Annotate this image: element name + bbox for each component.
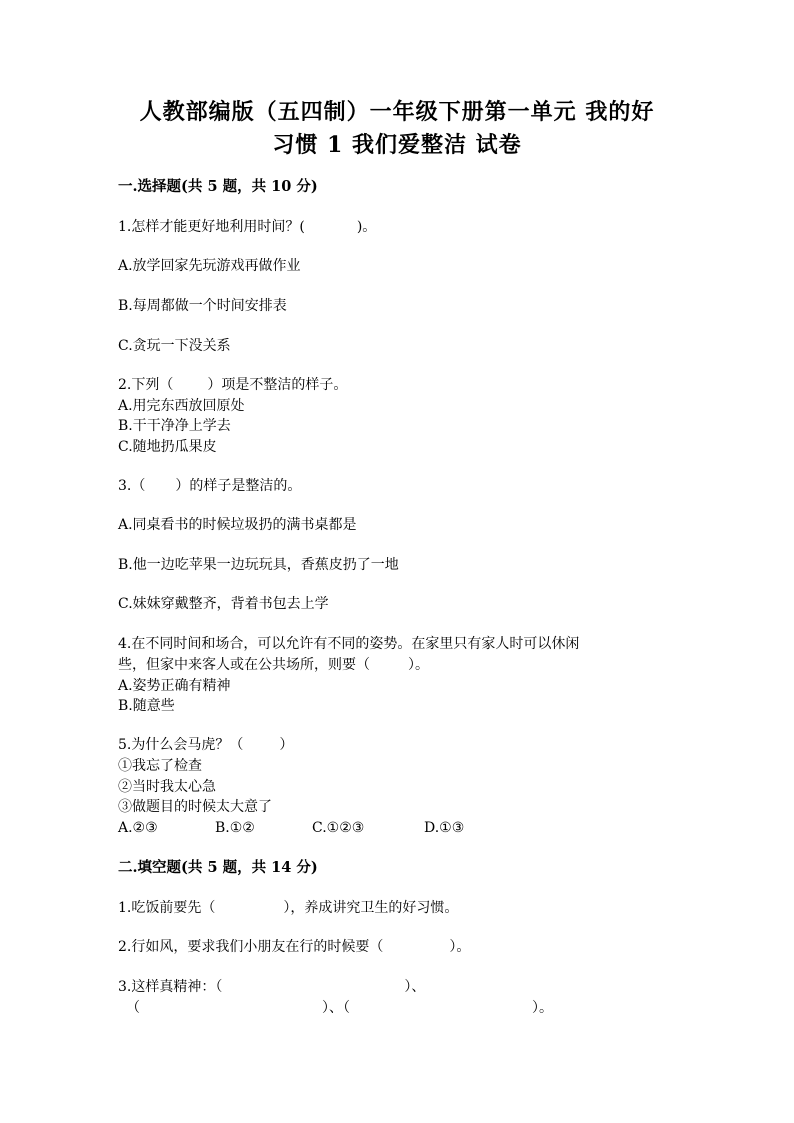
question-4-stem-line-2 [118,655,429,675]
question-1-stem-start: 1.怎样才能更好地利用时间？( [118,219,305,235]
question-1-option-a: A.放学回家先玩游戏再做作业 [118,258,301,274]
fill-question-2-start: 2.行如风，要求我们小朋友在行的时候要（ [118,939,384,955]
question-3-option-c: C.妹妹穿戴整齐，背着书包去上学 [118,596,329,612]
question-5-stem [118,735,293,755]
question-4-option-a: A.姿势正确有精神 [118,678,231,694]
question-4-stem-start: 些，但家中来客人或在公共场所，则要（ [118,657,370,673]
question-3-stem-start: 3.（ [118,478,146,494]
fill-question-1 [118,898,458,918]
question-3-option-a: A.同桌看书的时候垃圾扔的满书桌都是 [118,517,357,533]
question-5-option-d: D.①③ [424,820,465,836]
question-5-item-3: ③做题目的时候太大意了 [118,799,272,815]
fill-question-3-start: 3.这样真精神：（ [118,979,223,995]
question-2-stem-end: ）项是不整洁的样子。 [207,377,348,393]
question-1-option-c: C.贪玩一下没关系 [118,338,231,354]
question-3-stem-end: ）的样子是整洁的。 [175,478,302,494]
question-5-item-1: ①我忘了检查 [118,758,202,774]
question-2-option-b: B.干干净净上学去 [118,418,231,434]
fill-question-3-sep-2: ）、（ [322,1000,350,1016]
fill-question-3-end: ）。 [532,1000,553,1016]
question-1-stem-end: )。 [356,219,377,235]
question-3-stem [118,476,301,496]
fill-question-3-line-1 [118,977,425,997]
fill-question-3-line-2 [126,998,553,1018]
fill-question-2 [118,937,470,957]
exam-title-line-1: 人教部编版（五四制）一年级下册第一单元 我的好 [139,99,655,125]
question-5-option-b: B.①② [215,820,255,836]
fill-question-1-end: ），养成讲究卫生的好习惯。 [283,900,459,916]
question-5-stem-start: 5.为什么会马虎？（ [118,737,244,753]
question-2-option-a: A.用完东西放回原处 [118,398,245,414]
question-5-stem-end: ） [279,737,294,753]
section-header-fill-blank: 二.填空题(共 5 题，共 14 分) [118,859,318,876]
fill-question-2-end: ）。 [449,939,471,955]
question-2-stem [118,375,347,395]
question-1-stem [118,217,376,237]
fill-question-3-sep-1: ）、 [404,979,426,995]
question-2-option-c: C.随地扔瓜果皮 [118,439,217,455]
question-5-option-c: C.①②③ [312,820,365,836]
exam-title-line-2: 习惯 1 我们爱整洁 试卷 [272,132,522,158]
question-1-option-b: B.每周都做一个时间安排表 [118,298,287,314]
question-5-options [118,818,464,838]
section-header-choice: 一.选择题(共 5 题，共 10 分) [118,178,318,195]
question-3-option-b: B.他一边吃苹果一边玩玩具，香蕉皮扔了一地 [118,557,399,573]
question-5-option-a: A.②③ [118,820,158,836]
question-5-item-2: ②当时我太心急 [118,779,216,795]
question-4-stem-line-1: 4.在不同时间和场合，可以允许有不同的姿势。在家里只有家人时可以休闲 [118,636,580,652]
question-4-stem-end: ）。 [408,657,429,673]
fill-question-3-open: （ [126,1000,140,1016]
question-4-option-b: B.随意些 [118,698,175,714]
question-2-stem-start: 2.下列（ [118,377,174,393]
fill-question-1-start: 1.吃饭前要先（ [118,900,216,916]
